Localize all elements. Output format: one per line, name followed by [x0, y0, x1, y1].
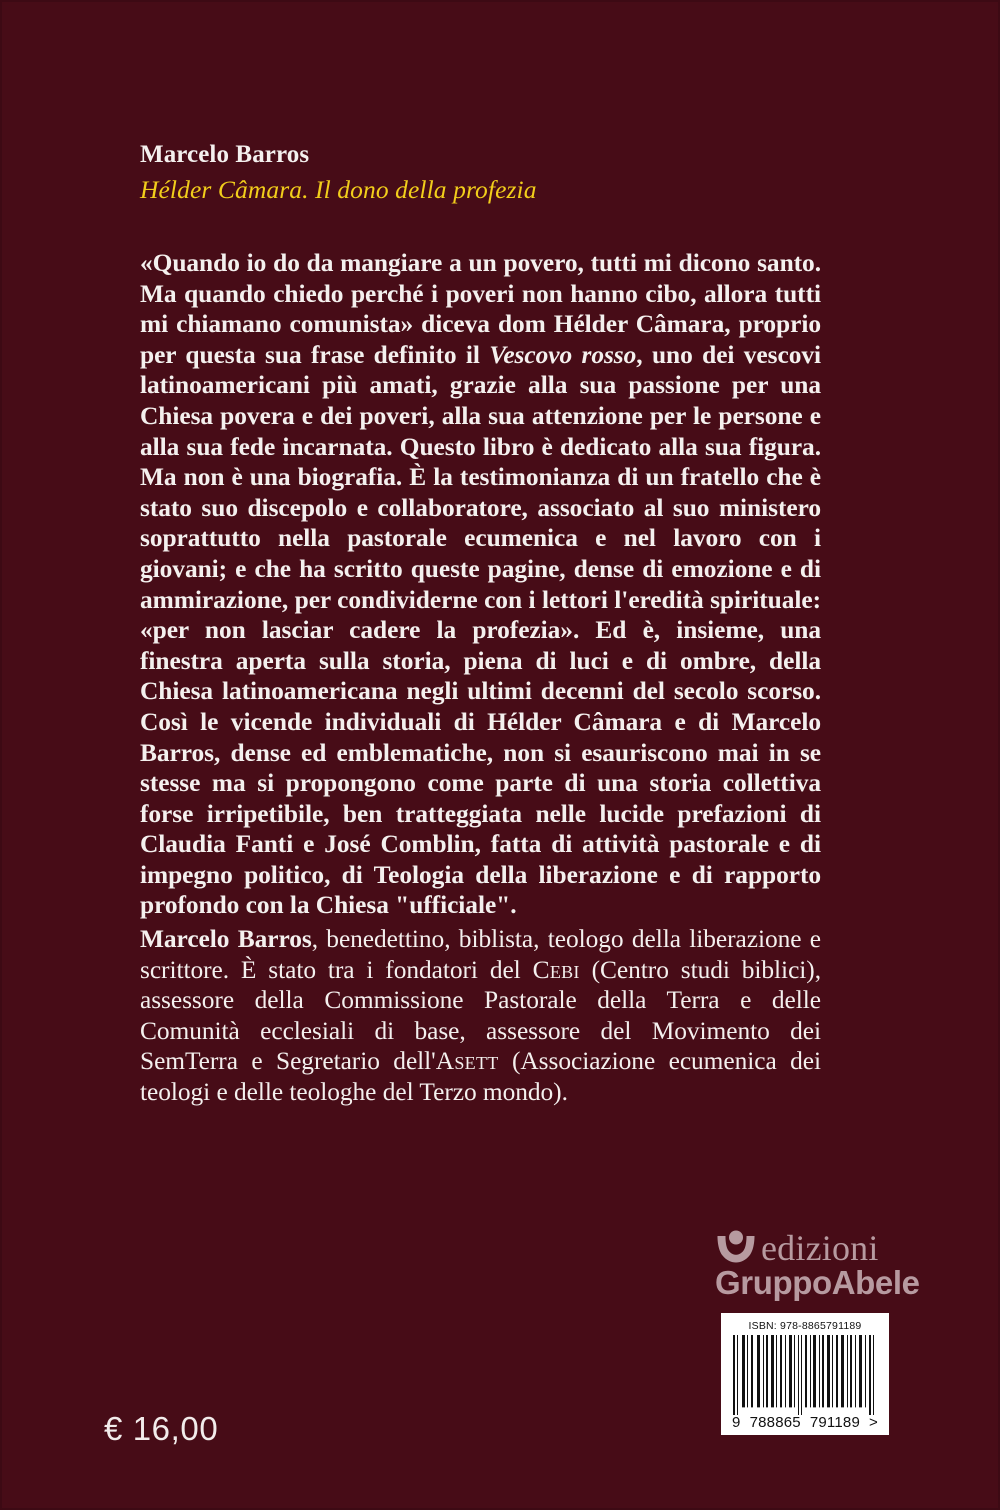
blurb-text-part2: , uno dei vescovi latinoamericani più amati, grazie alla sua passione per una Chiesa povera e dei poveri, alla sua attenzione per le persone e alla sua fede incarnata. Questo libro è dedicato alla sua figura. Ma non è una biografia. È la testimonianza di un fratello che è stato suo discepolo e collaboratore, associato al suo ministero soprattutto nella pastorale ecumenica e nel lavoro con i giovani; e che ha scritto queste pagine, dense di emozione e di ammirazione, per condividerne con i lettori l'eredità spirituale: «per non lasciar cadere la profezia». Ed è, insieme, una finestra aperta sulla storia, piena di luci e di ombre, della Chiesa latinoamericana negli ultimi decenni del secolo scorso. Così le vicende individuali di Hélder Câmara e di Marcelo Barros, dense ed emblematiche, non si esauriscono mai in se stesse ma si propongono come parte di una storia collettiva forse irripetibile, ben tratteggiata nelle lucide prefazioni di Claudia Fanti e José Comblin, fatta di attività pastorale e di impegno politico, di Teologia della liberazione e di rapporto profondo con la Chiesa "ufficiale". [140, 340, 821, 920]
barcode-digit-group-2: 791189 [809, 1414, 860, 1431]
publisher-logo-top-row [715, 1228, 910, 1268]
barcode-digit-right: > [869, 1414, 878, 1431]
bio-text-part1: , benedettino, biblista, teologo della liberazione e scrittore. È stato tra i fondatori del [140, 925, 821, 984]
blurb-text-part1: «Quando io do da mangiare a un povero, tutti mi dicono santo. Ma quando chiedo perché i poveri non hanno cibo, allora tutti mi chiamano comunista» diceva dom Hélder Câmara, proprio per questa sua frase definito il [140, 249, 821, 369]
blurb-italic-vescovo-rosso: Vescovo rosso [489, 340, 637, 369]
bio-author-name: Marcelo Barros [140, 925, 312, 953]
author-name: Marcelo Barros [140, 141, 310, 168]
blurb-paragraph [140, 248, 821, 921]
bio-text-part2: (Centro studi biblici), assessore della Commissione Pastorale della Terra e delle Comunità ecclesiali di base, assessore del Movimento dei SemTerra e Segretario dell' [140, 955, 821, 1076]
barcode [721, 1313, 889, 1435]
barcode-digits-row [731, 1415, 879, 1431]
barcode-isbn-label: ISBN: 978-8865791189 [748, 1320, 862, 1332]
publisher-name-gruppoabele: GruppoAbele [715, 1264, 920, 1301]
book-title: Hélder Câmara. Il dono della profezia [140, 175, 537, 204]
header-block [140, 140, 830, 206]
bio-text-part3: (Associazione ecumenica dei teologi e delle teologhe del Terzo mondo). [140, 1047, 821, 1106]
barcode-bars-graphic [731, 1335, 879, 1415]
publisher-logo [715, 1228, 920, 1301]
barcode-digit-left: 9 [732, 1414, 741, 1431]
price-label: € 16,00 [104, 1410, 219, 1447]
bio-acronym-cebi: Cebi [532, 955, 580, 984]
author-bio-paragraph [140, 924, 821, 1108]
bio-acronym-asett: Asett [435, 1047, 499, 1076]
barcode-digit-group-1: 788865 [749, 1414, 801, 1431]
publisher-name-edizioni: edizioni [761, 1228, 879, 1268]
person-raising-arms-icon [715, 1229, 757, 1267]
